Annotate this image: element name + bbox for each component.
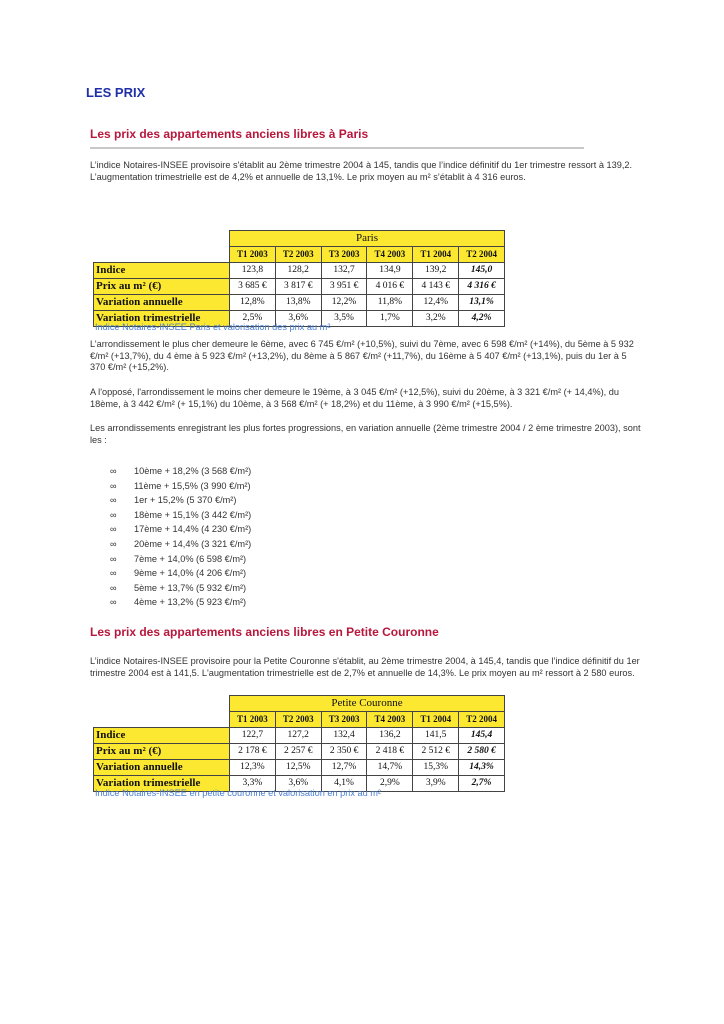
table-cell: 4 016 € [367, 279, 413, 295]
table-cell: 3 817 € [275, 279, 321, 295]
table-cell: 4 143 € [413, 279, 459, 295]
table-cell: 3,6% [275, 776, 321, 792]
row-label: Variation trimestrielle [94, 776, 230, 792]
quarter-header: T3 2003 [321, 247, 367, 263]
table-cell: 3,6% [275, 311, 321, 327]
row-label: Prix au m² (€) [94, 279, 230, 295]
table-corner [94, 247, 230, 263]
table-cell: 11,8% [367, 295, 413, 311]
couronne-table-caption-link[interactable]: Indice Notaires-INSEE en petite couronne et valorisation en prix au m² [95, 788, 381, 798]
table-cell: 139,2 [413, 263, 459, 279]
table-cell: 12,5% [275, 760, 321, 776]
table-cell: 2,5% [230, 311, 276, 327]
table-cell: 12,3% [230, 760, 276, 776]
table-cell: 2 350 € [321, 744, 367, 760]
row-label: Indice [94, 263, 230, 279]
list-item-text: 7ème + 14,0% (6 598 €/m²) [134, 553, 247, 564]
bullet-symbol: ∞ [110, 480, 117, 491]
bullet-symbol: ∞ [110, 538, 117, 549]
list-item-text: 5ème + 13,7% (5 932 €/m²) [134, 582, 247, 593]
table-cell: 2 418 € [367, 744, 413, 760]
table-row [94, 263, 505, 279]
list-item [110, 581, 251, 596]
table-cell: 3,5% [321, 311, 367, 327]
list-item-text: 4ème + 13,2% (5 923 €/m²) [134, 597, 247, 608]
table-cell: 4,1% [321, 776, 367, 792]
quarter-header: T2 2003 [275, 712, 321, 728]
list-item [110, 479, 251, 494]
table-cell: 14,3% [459, 760, 505, 776]
bullet-symbol: ∞ [110, 466, 117, 476]
quarter-header: T1 2004 [413, 247, 459, 263]
table-cell: 12,7% [321, 760, 367, 776]
table-cell: 136,2 [367, 728, 413, 744]
bullet-symbol: ∞ [110, 509, 117, 520]
list-item [110, 522, 251, 537]
quarter-header: T1 2003 [230, 712, 276, 728]
table-cell: 12,8% [230, 295, 276, 311]
table-cell: 12,2% [321, 295, 367, 311]
row-label: Variation annuelle [94, 760, 230, 776]
couronne-price-table [93, 695, 505, 792]
paris-intro: L’indice Notaires-INSEE provisoire s'établit au 2ème trimestre 2004 à 145, tandis que l’indice définitif du 1er trimestre ressort à 139,2. L’augmentation trimestrielle est de 4,2% et annuelle de 13,1%. Le prix moyen au m² s’établit à 4 316 euros. [90, 160, 633, 182]
quarter-header: T1 2003 [230, 247, 276, 263]
table-cell: 123,8 [230, 263, 276, 279]
quarter-header: T2 2003 [275, 247, 321, 263]
table-cell: 1,7% [367, 311, 413, 327]
table-cell: 4,2% [459, 311, 505, 327]
list-item [110, 595, 251, 610]
table-cell: 2 580 € [459, 744, 505, 760]
list-item-text: 10ème + 18,2% (3 568 €/m²) [134, 466, 252, 476]
table-region-header: Paris [230, 231, 505, 247]
paris-price-table [93, 230, 505, 327]
bullet-symbol: ∞ [110, 597, 117, 608]
quarter-header: T4 2003 [367, 247, 413, 263]
paris-expensive-paragraph: L’arrondissement le plus cher demeure le 6ème, avec 6 745 €/m² (+10,5%), suivi du 7ème, avec 6 598 €/m² (+14%), du 5ème à 5 932 €/m² (+13,7%), du 4 ème à 5 923 €/m² (+13,2%), du 8ème à 5 867 €/m² (+11,7%), du 16ème à 5 407 €/m² (+13,1%), puis du 1er à 5 370 €/m² (+15,2%). [90, 339, 634, 373]
table-cell: 3,3% [230, 776, 276, 792]
quarter-header: T2 2004 [459, 712, 505, 728]
table-cell: 3 951 € [321, 279, 367, 295]
table-cell: 2 512 € [413, 744, 459, 760]
list-item-text: 18ème + 15,1% (3 442 €/m²) [134, 509, 252, 520]
table-cell: 127,2 [275, 728, 321, 744]
list-item [110, 493, 251, 508]
list-item-text: 9ème + 14,0% (4 206 €/m²) [134, 568, 247, 579]
paris-cheapest-paragraph: A l'opposé, l'arrondissement le moins cher demeure le 19ème, à 3 045 €/m² (+12,5%), suivi du 20ème, à 3 321 €/m² (+ 14,4%), du 18ème, à 3 442 €/m² (+ 15,1%) du 10ème, à 3 568 €/m² (+ 18,2%) et du 11ème, à 3 990 €/m² (+15,5%). [90, 387, 620, 409]
paris-progressions-paragraph: Les arrondissements enregistrant les plus fortes progressions, en variation annuelle (2ème trimestre 2004 / 2 ème trimestre 2003), sont les : [90, 423, 641, 445]
table-cell: 134,9 [367, 263, 413, 279]
table-cell: 145,0 [459, 263, 505, 279]
table-cell: 2 178 € [230, 744, 276, 760]
table-cell: 3,2% [413, 311, 459, 327]
table-region-header: Petite Couronne [230, 696, 505, 712]
table-cell: 128,2 [275, 263, 321, 279]
table-cell: 14,7% [367, 760, 413, 776]
table-cell: 3 685 € [230, 279, 276, 295]
bullet-symbol: ∞ [110, 553, 117, 564]
row-label: Indice [94, 728, 230, 744]
bullet-symbol: ∞ [110, 582, 117, 593]
list-item [110, 566, 251, 581]
table-row [94, 295, 505, 311]
list-item-text: 17ème + 14,4% (4 230 €/m²) [134, 524, 252, 535]
table-cell: 145,4 [459, 728, 505, 744]
list-item [110, 537, 251, 552]
row-label: Variation trimestrielle [94, 311, 230, 327]
table-cell: 2 257 € [275, 744, 321, 760]
list-item [110, 464, 251, 479]
quarter-header: T2 2004 [459, 247, 505, 263]
table-cell: 3,9% [413, 776, 459, 792]
list-item-text: 11ème + 15,5% (3 990 €/m²) [134, 480, 251, 491]
table-row [94, 728, 505, 744]
table-cell: 141,5 [413, 728, 459, 744]
row-label: Prix au m² (€) [94, 744, 230, 760]
table-cell: 4 316 € [459, 279, 505, 295]
quarter-header: T1 2004 [413, 712, 459, 728]
section-title-petite-couronne: Les prix des appartements anciens libres en Petite Couronne [90, 625, 439, 639]
table-corner [94, 231, 230, 247]
table-cell: 2,7% [459, 776, 505, 792]
table-cell: 13,1% [459, 295, 505, 311]
quarter-header: T4 2003 [367, 712, 413, 728]
table-row [94, 760, 505, 776]
list-item [110, 552, 251, 567]
table-cell: 132,4 [321, 728, 367, 744]
list-item [110, 508, 251, 523]
bullet-symbol: ∞ [110, 524, 117, 535]
progression-list [110, 464, 251, 610]
quarter-header: T3 2003 [321, 712, 367, 728]
table-corner [94, 712, 230, 728]
page-title: LES PRIX [86, 85, 146, 100]
list-item-text: 20ème + 14,4% (3 321 €/m²) [134, 538, 252, 549]
paris-table-caption-link[interactable]: Indice Notaires-INSEE Paris et valorisation des prix au m² [95, 322, 331, 332]
row-label: Variation annuelle [94, 295, 230, 311]
couronne-intro: L’indice Notaires-INSEE provisoire pour la Petite Couronne s'établit, au 2ème trimestre 2004, à 145,4, tandis que l’indice définitif du 1er trimestre 2004 est à 141,5. L'augmentation trimestrielle est de 2,7% et annuelle de 14,3%. Le prix moyen au m² ressort à 2 580 euros. [90, 656, 640, 678]
table-cell: 15,3% [413, 760, 459, 776]
table-cell: 13,8% [275, 295, 321, 311]
section-title-paris: Les prix des appartements anciens libres à Paris [90, 127, 584, 149]
table-cell: 12,4% [413, 295, 459, 311]
table-row [94, 279, 505, 295]
table-cell: 122,7 [230, 728, 276, 744]
table-cell: 2,9% [367, 776, 413, 792]
list-item-text: 1er + 15,2% (5 370 €/m²) [134, 495, 237, 506]
table-corner [94, 696, 230, 712]
bullet-symbol: ∞ [110, 568, 117, 579]
table-cell: 132,7 [321, 263, 367, 279]
bullet-symbol: ∞ [110, 495, 117, 506]
table-row [94, 744, 505, 760]
